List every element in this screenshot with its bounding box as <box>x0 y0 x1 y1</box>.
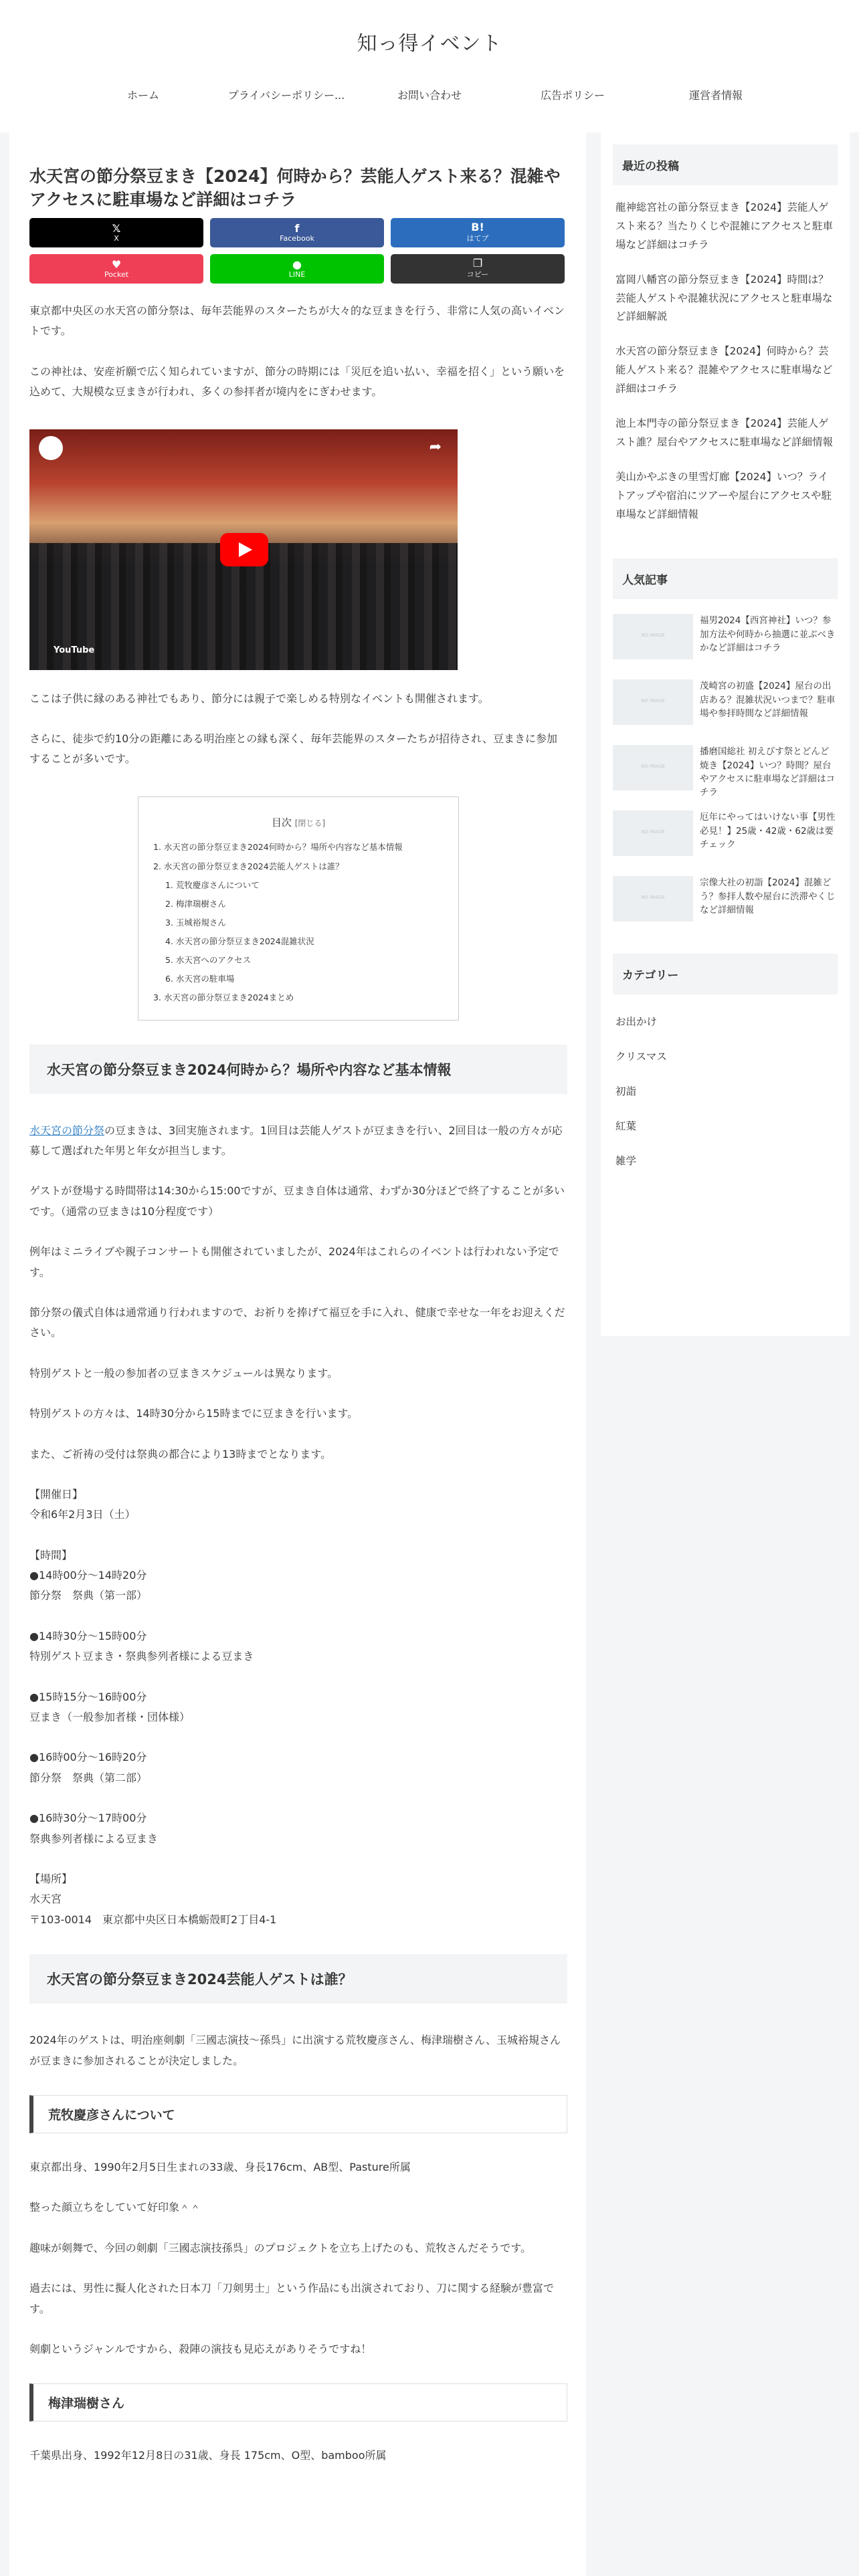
schedule-item <box>29 1626 567 1667</box>
toc-item[interactable]: 3. 水天宮の節分祭豆まき2024まとめ <box>153 992 294 1003</box>
paragraph <box>29 1121 567 1162</box>
toc-subitem[interactable]: 4. 水天宮の節分祭豆まき2024混雑状況 <box>165 936 314 947</box>
site-title[interactable]: 知っ得イベント <box>357 32 502 56</box>
recent-post-link[interactable]: 富岡八幡宮の節分祭豆まき【2024】時間は？芸能人ゲストや混雑状況にアクセスと駐車場など詳細解説 <box>615 273 833 323</box>
place-label: 【場所】 <box>29 1872 73 1885</box>
popular-post-item[interactable] <box>613 614 838 665</box>
nav-item-operator[interactable]: 運営者情報 <box>688 89 743 102</box>
x-icon: 𝕏 <box>112 221 121 235</box>
share-pocket-button[interactable] <box>29 254 203 284</box>
post-thumbnail[interactable] <box>613 811 693 856</box>
popular-post-title[interactable]: 厄年にやってはいけない事【男性必見！】25歳・42歳・62歳は要チェック <box>700 812 836 850</box>
category-link[interactable]: 初詣 <box>615 1085 637 1098</box>
time-label: 【時間】 <box>29 1548 73 1562</box>
paragraph: 千葉県出身、1992年12月8日の31歳、身長 175cm、O型、bamboo所属 <box>29 2449 387 2462</box>
toc-heading: 目次 <box>271 816 292 829</box>
category-heading: カテゴリー <box>613 954 838 994</box>
popular-post-item[interactable] <box>613 876 838 927</box>
table-of-contents <box>138 796 459 1021</box>
toc-subitem[interactable]: 1. 荒牧慶彦さんについて <box>165 879 260 890</box>
nav-item-contact[interactable]: お問い合わせ <box>397 89 462 102</box>
toc-subitem[interactable]: 2. 梅津瑞樹さん <box>165 898 226 909</box>
share-label: Facebook <box>280 233 314 243</box>
paragraph: ここは子供に縁のある神社でもあり、節分には親子で楽しめる特別なイベントも開催されます。 <box>29 691 489 705</box>
sidebar <box>601 132 850 1336</box>
subsection-heading: 荒牧慶彦さんについて <box>29 2095 567 2133</box>
popular-posts-list <box>613 614 838 927</box>
intro-paragraph: 東京都中央区の水天宮の節分祭は、毎年芸能界のスターたちが大々的な豆まきを行う、非常に人気の高いイベントです。 <box>29 304 565 338</box>
paragraph: 特別ゲストと一般の参加者の豆まきスケジュールは異なります。 <box>29 1366 339 1380</box>
paragraph: 2024年のゲストは、明治座剣劇「三國志演技〜孫呉」に出演する荒牧慶彦さん、梅津瑞樹さん、玉城裕規さんが豆まきに参加されることが決定しました。 <box>29 2034 561 2067</box>
share-copy-button[interactable] <box>391 254 565 284</box>
section-heading: 水天宮の節分祭豆まき2024芸能人ゲストは誰？ <box>29 1954 567 2004</box>
toc-title <box>153 812 444 835</box>
schedule-time: ●16時00分〜16時20分 <box>29 1751 147 1764</box>
place-block <box>29 1869 567 1930</box>
paragraph-text: の豆まきは、3回実施されます。1回目は芸能人ゲストが豆まきを行い、2回目は一般の方々が応募して選ばれた年男と年女が担当します。 <box>29 1123 563 1157</box>
category-link[interactable]: お出かけ <box>615 1016 658 1029</box>
copy-icon: ❐ <box>472 257 483 270</box>
place-address: 〒103-0014 東京都中央区日本橋蛎殻町2丁目4-1 <box>29 1913 277 1926</box>
article-title: 水天宮の節分祭豆まき【2024】何時から？芸能人ゲスト来る？混雑やアクセスに駐車場など詳細はコチラ <box>29 167 561 209</box>
share-line-button[interactable] <box>210 254 384 284</box>
toc-subitem[interactable]: 5. 水天宮へのアクセス <box>165 955 252 966</box>
section-heading: 水天宮の節分祭豆まき2024何時から？場所や内容など基本情報 <box>29 1045 567 1094</box>
share-label: LINE <box>288 270 306 279</box>
paragraph: 過去には、男性に擬人化された日本刀「刀剣男士」という作品にも出演されており、刀に関する経験が豊富です。 <box>29 2282 555 2315</box>
popular-post-title[interactable]: 播磨国総社 初えびす祭とどんど焼き【2024】いつ？時間？屋台やアクセスに駐車場など詳細はコチラ <box>700 746 836 798</box>
paragraph: 趣味が剣舞で、今回の剣劇「三國志演技孫呉」のプロジェクトを立ち上げたのも、荒牧さんだそうです。 <box>29 2241 532 2254</box>
category-link[interactable]: クリスマス <box>615 1051 667 1063</box>
facebook-icon: f <box>294 221 300 235</box>
popular-post-item[interactable] <box>613 745 838 796</box>
share-icon[interactable]: ➦ <box>429 438 442 455</box>
paragraph: 節分祭の儀式自体は通常通り行われますので、お祈りを捧げて福豆を手に入れ、健康で幸せな一年をお迎えください。 <box>29 1305 565 1339</box>
paragraph: 剣劇というジャンルですから、殺陣の演技も見応えがありそうですね！ <box>29 2342 372 2355</box>
category-list <box>613 1004 838 1178</box>
schedule-item <box>29 1687 567 1728</box>
date-label: 【開催日】 <box>29 1487 84 1501</box>
share-facebook-button[interactable] <box>210 218 384 247</box>
play-button[interactable] <box>220 533 268 566</box>
youtube-logo[interactable]: YouTube <box>54 645 95 655</box>
recent-post-link[interactable]: 美山かやぶきの里雪灯廊【2024】いつ？ライトアップや宿泊にツアーや屋台にアクセスや駐車場など詳細情報 <box>615 470 832 520</box>
schedule-time: ●15時15分〜16時00分 <box>29 1690 147 1703</box>
schedule-time: ●16時30分〜17時00分 <box>29 1812 147 1825</box>
popular-post-title[interactable]: 福男2024【西宮神社】いつ？参加方法や何時から抽選に並ぶべきかなど詳細はコチラ <box>700 615 836 653</box>
intro-paragraph: この神社は、安産祈願で広く知られていますが、節分の時期には「災厄を追い払い、幸福を招く」という願いを込めて、大規模な豆まきが行われ、多くの参拝者が境内をにぎわせます。 <box>29 364 565 399</box>
share-label: Pocket <box>104 270 129 279</box>
toc-toggle[interactable]: [閉じる] <box>294 818 326 828</box>
popular-post-item[interactable] <box>613 811 838 861</box>
paragraph: 例年はミニライブや親子コンサートも開催されていましたが、2024年はこれらのイベントは行われない予定です。 <box>29 1245 559 1279</box>
nav-item-privacy[interactable]: プライバシーポリシー... <box>227 89 345 102</box>
paragraph: 東京都出身、1990年2月5日生まれの33歳、身長176cm、AB型、Pasture所属 <box>29 2160 411 2173</box>
popular-post-item[interactable] <box>613 679 838 730</box>
popular-posts-heading: 人気記事 <box>613 558 838 599</box>
toc-item[interactable]: 2. 水天宮の節分祭豆まき2024芸能人ゲストは誰？ <box>153 861 344 871</box>
paragraph: さらに、徒歩で約10分の距離にある明治座との縁も深く、毎年芸能界のスターたちが招待され、豆まきに参加することが多いです。 <box>29 732 558 766</box>
paragraph: 特別ゲストの方々は、14時30分から15時までに豆まきを行います。 <box>29 1407 359 1420</box>
nav-item-home[interactable]: ホーム <box>126 89 159 102</box>
share-x-button[interactable] <box>29 218 203 247</box>
schedule-desc: 豆まき（一般参加者様・団体様） <box>29 1711 191 1724</box>
recent-post-link[interactable]: 池上本門寺の節分祭豆まき【2024】芸能人ゲスト誰？屋台やアクセスに駐車場など詳細情報 <box>615 417 834 448</box>
schedule-time: ●14時00分〜14時20分 <box>29 1569 147 1582</box>
share-buttons <box>29 218 565 284</box>
inline-link[interactable]: 水天宮の節分祭 <box>29 1123 105 1137</box>
global-nav <box>0 87 859 102</box>
main-article <box>9 132 586 2576</box>
category-link[interactable]: 雑学 <box>615 1155 637 1168</box>
schedule-desc: 祭典参列者様による豆まき <box>29 1832 159 1845</box>
date-value: 令和6年2月3日（土） <box>29 1508 136 1521</box>
post-thumbnail[interactable] <box>613 745 693 790</box>
recent-post-link[interactable]: 龍神総宮社の節分祭豆まき【2024】芸能人ゲスト来る？当たりくじや混雑にアクセスと駐車場など詳細はコチラ <box>615 201 834 251</box>
schedule-desc: 特別ゲスト豆まき・祭典参列者様による豆まき <box>29 1650 254 1663</box>
share-hatena-button[interactable] <box>391 218 565 247</box>
site-header <box>0 0 859 132</box>
recent-posts-heading: 最近の投稿 <box>613 144 838 185</box>
schedule-desc: 節分祭 祭典（第一部） <box>29 1589 148 1602</box>
line-icon: ● <box>292 257 302 271</box>
schedule-item <box>29 1808 567 1849</box>
popular-post-title[interactable]: 宗像大社の初詣【2024】混雑どう？参拝人数や屋台に渋滞やくじなど詳細情報 <box>700 877 836 916</box>
post-thumbnail[interactable] <box>613 876 693 922</box>
recent-post-link[interactable]: 水天宮の節分祭豆まき【2024】何時から？芸能人ゲスト来る？混雑やアクセスに駐車場など詳細はコチラ <box>615 345 833 395</box>
category-link[interactable]: 紅葉 <box>615 1120 637 1133</box>
share-label: コピー <box>466 270 489 279</box>
toc-subitem[interactable]: 3. 玉城裕規さん <box>165 917 226 928</box>
schedule-time: ●14時30分〜15時00分 <box>29 1629 147 1642</box>
popular-post-title[interactable]: 茂崎宮の初盛【2024】屋台の出店ある？混雑状況いつまで？駐車場や参拝時間など詳細情報 <box>700 681 836 719</box>
youtube-video-embed[interactable] <box>29 429 458 670</box>
hatena-icon: B! <box>471 221 484 233</box>
date-block <box>29 1485 567 1525</box>
toc-item[interactable]: 1. 水天宮の節分祭豆まき2024何時から？場所や内容など基本情報 <box>153 842 403 853</box>
paragraph: 整った顔立ちをしていて好印象＾＾ <box>29 2201 201 2214</box>
schedule-desc: 節分祭 祭典（第二部） <box>29 1771 148 1784</box>
toc-list <box>153 838 444 1007</box>
share-label: はてブ <box>466 234 489 243</box>
place-name: 水天宮 <box>29 1893 62 1906</box>
post-thumbnail[interactable] <box>613 614 693 659</box>
recent-posts-list <box>613 191 838 532</box>
toc-subitem[interactable]: 6. 水天宮の駐車場 <box>165 974 235 984</box>
nav-item-ad-policy[interactable]: 広告ポリシー <box>540 89 605 102</box>
schedule-item <box>29 1566 567 1606</box>
pocket-icon: ♥ <box>111 257 122 271</box>
paragraph: ゲストが登場する時間帯は14:30から15:00ですが、豆まき自体は通常、わずか30分ほどで終了することが多いです。（通常の豆まきは10分程度です） <box>29 1184 565 1218</box>
post-thumbnail[interactable] <box>613 679 693 725</box>
share-label: X <box>114 233 119 243</box>
channel-avatar[interactable] <box>39 436 63 460</box>
schedule-item <box>29 1747 567 1788</box>
paragraph: また、ご祈祷の受付は祭典の都合により13時までとなります。 <box>29 1447 332 1461</box>
subsection-heading: 梅津瑞樹さん <box>29 2383 567 2422</box>
